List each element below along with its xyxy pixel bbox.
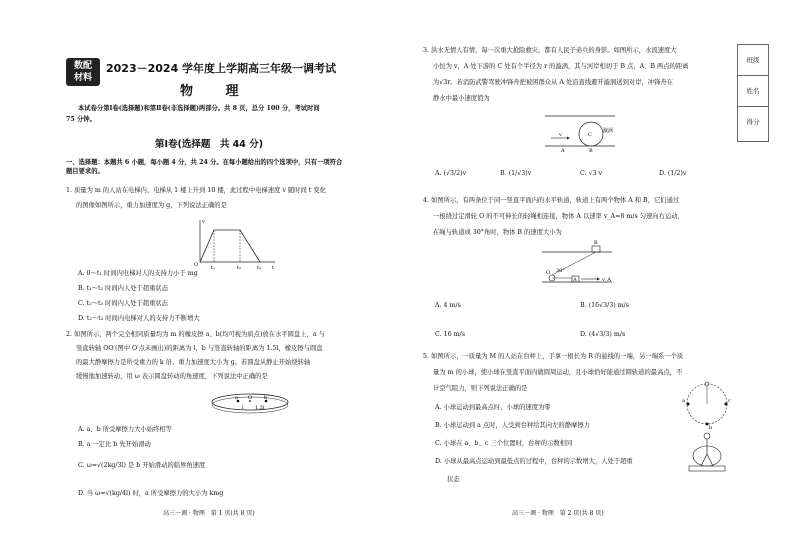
intro-line-1: 本试卷分第Ⅰ卷(选择题)和第Ⅱ卷(非选择题)两部分。共 8 页，总分 100 分，考试时间	[78, 105, 320, 112]
q2-line-1: 2. 如图所示，两个完全相同质量均为 m 的橡皮擦 a、b(均可视为质点)放在水平圆盘上，a 与	[66, 331, 325, 338]
q2-option-b: B. a 一定比 b 先开始滑动	[78, 441, 151, 448]
q1-line-2: 的图像如图所示，重力加速度为 g，下列说法正确的是	[76, 202, 227, 209]
q1-line-1: 1. 质量为 m 的人站在电梯内，电梯从 1 楼上升到 10 楼，此过程中电梯速度 v 随时间 t 变化	[66, 187, 326, 194]
q3-line-2: 小恒为 v，A 处下游的 C 处有个半径为 r 的漩涡，其与河岸相切于 B 点，A、B 两点的距离	[433, 63, 689, 70]
q2-line-3: 的最大静摩擦力是所受重力的 k 倍，重力加速度大小为 g。若圆盘从静止开始绕转轴	[76, 359, 311, 366]
q3-fig-vortex: 漩涡	[603, 128, 614, 134]
q1-fig-v: v	[202, 219, 205, 225]
q1-fig-t1: t₁	[211, 265, 216, 271]
exam-title: 2023－2024 学年度上学期高三年级一调考试	[106, 62, 337, 75]
q5-option-a: A. 小球运动到最高点时，小球的速度为零	[435, 404, 551, 411]
q3-option-a: A. (√3/2)v	[435, 170, 467, 177]
right-page	[397, 0, 737, 547]
subject-title: 物 理	[180, 84, 253, 99]
q3-line-1: 3. 洪水无情人有情，每一次重大抢险救灾，都有人民子弟兵的身影。如图所示，水流速度大	[423, 47, 677, 54]
q2-fig-l15: 1.5l	[255, 405, 265, 411]
q3-fig-a: A	[561, 148, 565, 154]
q3-option-c: C. √3 v	[580, 170, 603, 177]
q2-disk-figure	[210, 390, 290, 416]
q4-option-a: A. 4 m/s	[435, 302, 461, 309]
q1-option-b: B. t₁～t₂ 时间内人处于超重状态	[78, 285, 169, 292]
q4-fig-va: v_A	[602, 277, 611, 283]
q4-option-b: B. (16√3/3) m/s	[580, 302, 630, 309]
q5-line-3: 计空气阻力，则下列说法正确的是	[433, 385, 528, 392]
q3-fig-b: B	[589, 148, 593, 154]
intro-line-2: 75 分钟。	[66, 116, 96, 123]
student-info-box	[737, 44, 769, 142]
q1-vt-graph	[180, 218, 280, 271]
q2-fig-a: a	[235, 395, 238, 401]
part-heading-line-2: 题目要求的。	[66, 168, 104, 175]
q2-fig-o: O	[248, 395, 253, 401]
q4-line-1: 4. 如图所示，有两条位于同一竖直平面内的水平轨道，轨道上有两个物体 A 和 B，它们通过	[423, 197, 680, 204]
q3-fig-c: C	[588, 132, 592, 138]
logo-line-2: 材料	[73, 73, 92, 83]
q3-river-figure	[545, 112, 615, 152]
q1-fig-t2: t₂	[237, 265, 242, 271]
q1-fig-o: O	[194, 262, 199, 268]
q5-option-c: C. 小球在 a、b、c 三个位置时，台秤的示数相同	[435, 440, 573, 447]
q5-option-b: B. 小球运动到 a 点时，人受到台秤给其向左的静摩擦力	[435, 422, 590, 429]
q3-line-4: 静水中最小速度值为	[433, 95, 490, 102]
q5-fig-b: b	[709, 425, 713, 431]
q4-line-2: 一根绕过定滑轮 O 的不可伸长的轻绳相连接，物体 A 以速率 v_A=8 m/s 匀速向右运动，	[433, 213, 684, 220]
q2-fig-l: l	[242, 405, 244, 411]
q1-fig-t: t	[272, 265, 275, 271]
q5-line-2: 量为 m 的小球，使小球在竖直平面内做圆周运动，且小球恰好能通过圆轨道的最高点，不	[433, 369, 683, 376]
q3-option-b: B. (1/√3)v	[500, 170, 532, 177]
q4-fig-b: B	[594, 240, 598, 246]
q4-line-3: 在绳与轨道成 30°角时，物体 B 的速度大小为	[433, 229, 562, 236]
q3-line-3: 为√3r。若消防武警驾驶冲锋舟把被困群众从 A 处沿直线避开漩涡送到对岸，冲锋舟在	[433, 79, 673, 86]
name-field[interactable]: 姓名	[738, 76, 768, 107]
q5-fig-a: a	[682, 398, 685, 404]
publisher-logo	[66, 58, 100, 86]
q5-option-d: D. 小球从最高点运动到最低点的过程中，台秤的示数增大，人处于超重	[435, 458, 633, 465]
q5-option-d-cont: 状态	[447, 476, 460, 483]
q4-pulley-figure	[542, 240, 622, 286]
q2-line-2: 竖直转轴 OO′(图中 O′点未画出)的距离为 l，b 与竖直转轴的距离为 1.5l，橡皮擦与圆盘	[76, 345, 323, 352]
q1-option-a: A. 0～t₁ 时间内电梯对人的支持力小于 mg	[78, 270, 198, 277]
q3-fig-v: v	[559, 132, 562, 138]
q5-person-figure	[682, 374, 735, 474]
q3-option-d: D. (1/2)v	[659, 170, 687, 177]
left-page-footer: 高三一调 · 物理 第 1 页(共 8 页)	[163, 510, 255, 517]
q4-option-d: D. (4√3/3) m/s	[580, 331, 626, 338]
q2-line-4: 缓慢地加速转动，用 ω 表示圆盘转动的角速度，下列说法中正确的是	[76, 373, 268, 380]
q4-option-c: C. 16 m/s	[435, 331, 465, 338]
q5-fig-c: c	[728, 398, 731, 404]
q4-fig-o: O	[546, 270, 551, 276]
q2-fig-b: b	[264, 395, 268, 401]
logo-line-1: 数配	[73, 61, 92, 71]
q5-line-1: 5. 如图所示，一质量为 M 的人站在台秤上，手拿一根长为 R 的悬线的一端，另一端系一个质	[423, 353, 684, 360]
right-page-footer: 高三一调 · 物理 第 2 页(共 8 页)	[512, 510, 604, 517]
q1-fig-t3: t₃	[257, 265, 262, 271]
section-title: 第Ⅰ卷(选择题 共 44 分)	[155, 139, 264, 150]
score-field[interactable]: 得分	[746, 118, 760, 126]
q4-fig-angle: 30°	[556, 268, 565, 274]
q1-option-d: D. t₂～t₃ 时间内电梯对人的支持力不断增大	[78, 315, 200, 322]
class-field[interactable]: 班级	[738, 45, 768, 76]
q2-option-c: C. ω=√(2kg/3l) 是 b 开始滑动的临界角速度	[78, 462, 206, 469]
part-heading-line-1: 一、选择题：本题共 6 小题，每小题 4 分，共 24 分。在每小题给出的四个选项中，只有一项符合	[66, 159, 343, 166]
q2-option-d: D. 当 ω=√(kg/4l) 时，a 所受摩擦力的大小为 kmg	[78, 490, 224, 497]
q1-option-c: C. t₂～t₃ 时间内人处于超重状态	[78, 300, 168, 307]
q2-option-a: A. a、b 所受摩擦力大小始终相等	[78, 426, 172, 433]
q4-fig-a: A	[573, 277, 577, 283]
